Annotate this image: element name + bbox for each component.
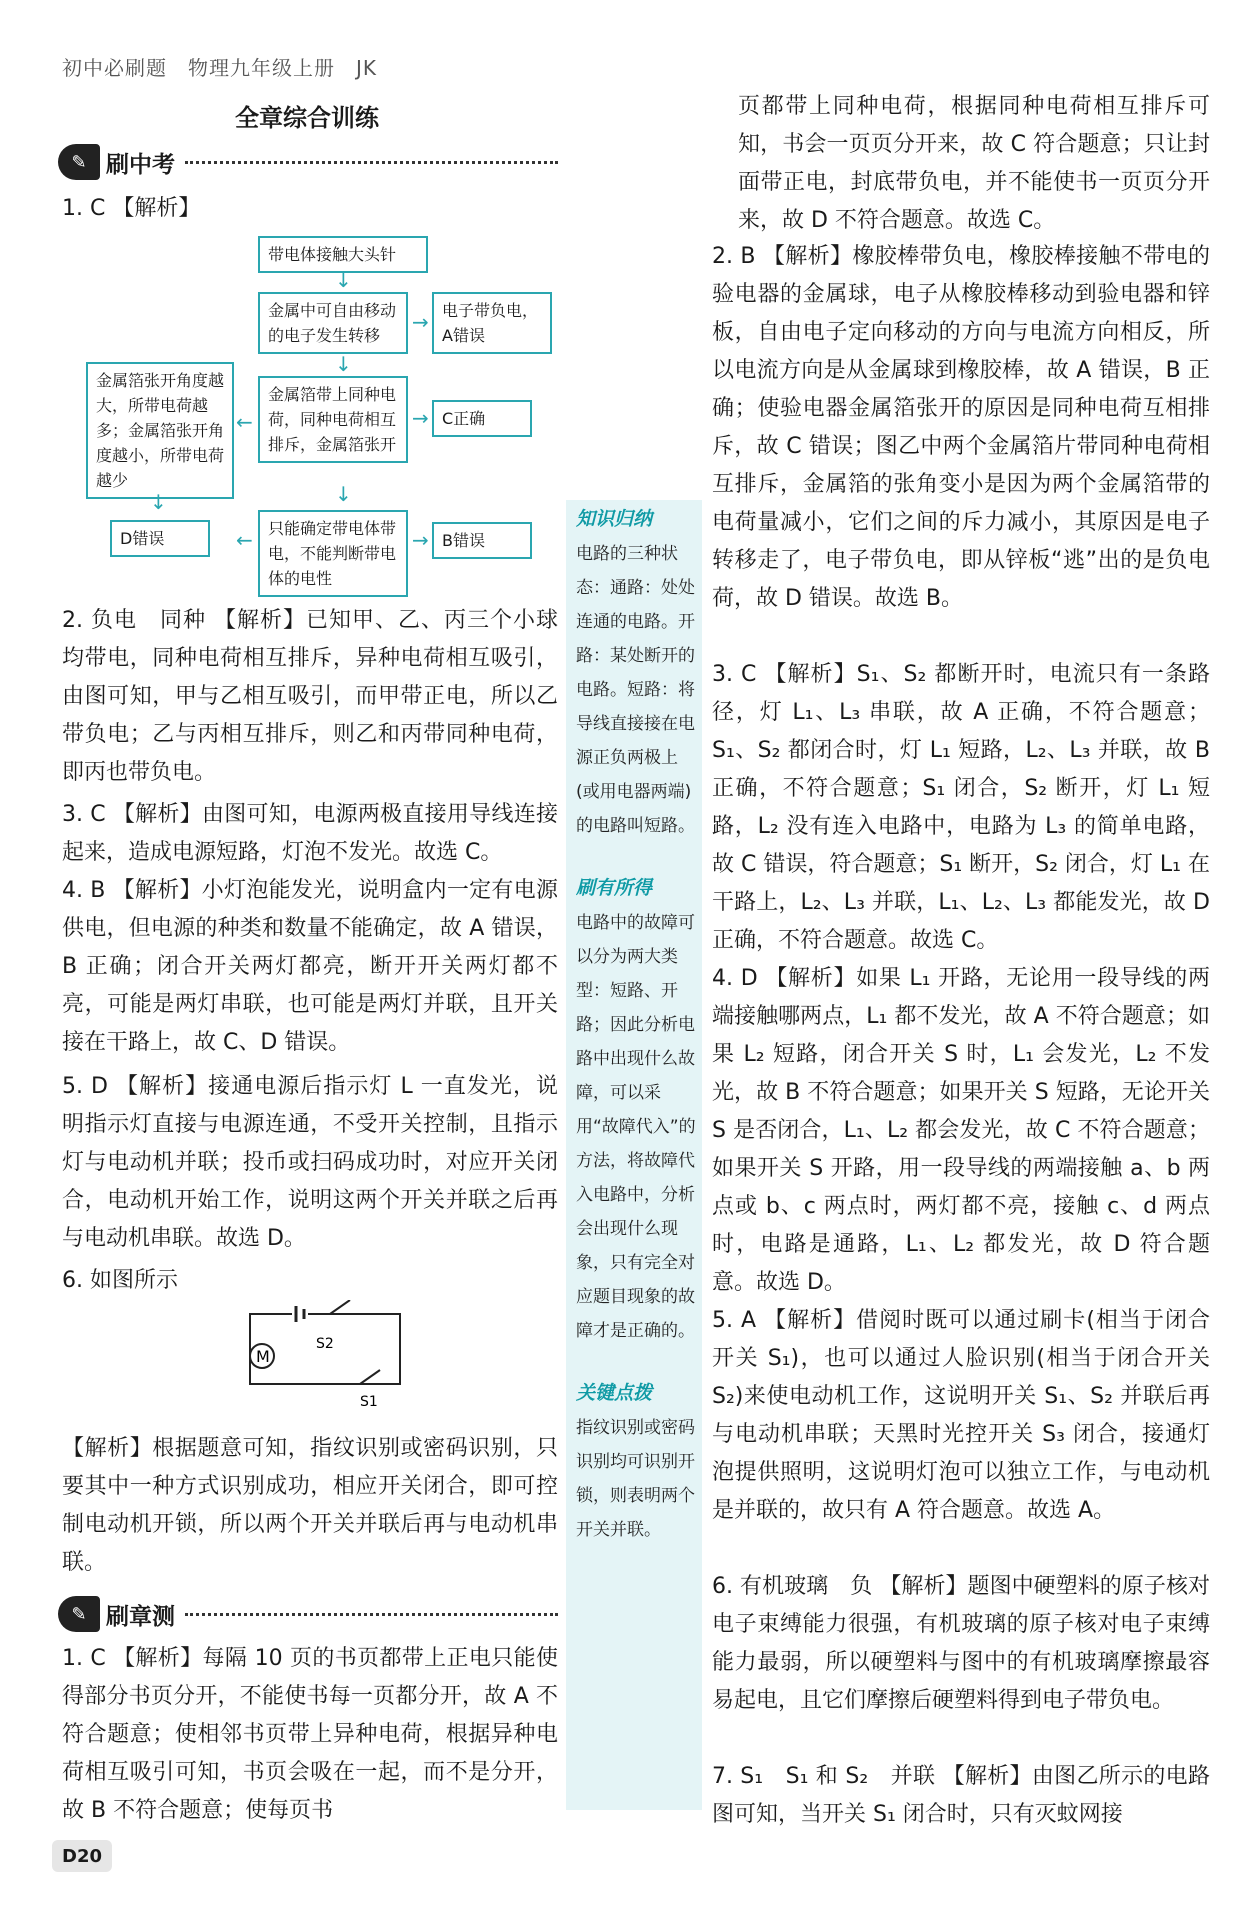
pen-icon: ✎ <box>58 144 100 180</box>
side-heading-3: 关键点拨 <box>576 1382 653 1404</box>
q2-right: 2. B 【解析】橡胶棒带负电，橡胶棒接触不带电的验电器的金属球，电子从橡胶棒移动到验电器和锌板，自由电子定向移动的方向与电流方向相反，所以电流方向是从金属球到橡胶棒，故 A 错误，B 正确；使验电器金属箔张开的原因是同种电荷互相排斥，故 C 错误；图乙中两个金属箔片带同种电荷相互排斥，金属箔的张角变小是因为两个金属箔带的电荷量减小，它们之间的斥力减小，其原因是电子转移走了，电子带负电，即从锌板“逃”出的是负电荷，故 D 错误。故选 B。 <box>712 244 1210 611</box>
side-text-1: 电路的三种状态：通路：处处连通的电路。开路：某处断开的电路。短路：将导线直接接在电源正负两极上(或用电器两端)的电路叫短路。 <box>576 544 695 836</box>
q6-left: 6. 如图所示 <box>62 1268 178 1293</box>
q7-right: 7. S₁ S₁ 和 S₂ 并联 【解析】由图乙所示的电路图可知，当开关 S₁ 闭合时，只有灭蚊网接 <box>712 1764 1210 1827</box>
page-number: D20 <box>52 1840 112 1872</box>
arrow-right-icon: → <box>412 406 429 430</box>
arrow-down-icon: ↓ <box>335 352 352 376</box>
side-text-2: 电路中的故障可以分为两大类型：短路、开路；因此分析电路中出现什么故障，可以采用“故障代入”的方法，将故障代入电路中，分析会出现什么现象，只有完全对应题目现象的故障才是正确的。 <box>576 913 696 1341</box>
q2-left: 2. 负电 同种 【解析】已知甲、乙、丙三个小球均带电，同种电荷相互排斥，异种电荷相互吸引，由图可知，甲与乙相互吸引，而甲带正电，所以乙带负电；乙与丙相互排斥，则乙和丙带同种电荷，即丙也带负电。 <box>62 608 558 785</box>
side-heading-2: 刷有所得 <box>576 877 653 899</box>
page-header: 初中必刷题 物理九年级上册 JK <box>62 56 378 80</box>
circuit-diagram <box>240 1300 410 1410</box>
arrow-down-icon: ↓ <box>335 482 352 506</box>
flow-box-7: D错误 <box>110 520 210 557</box>
q1-left: 1. C 【解析】 <box>62 196 201 221</box>
q6-explanation: 【解析】根据题意可知，指纹识别或密码识别，只要其中一种方式识别成功，相应开关闭合，即可控制电动机开锁，所以两个开关并联后再与电动机串联。 <box>62 1436 558 1575</box>
svg-text:M: M <box>256 1347 270 1366</box>
q5-right: 5. A 【解析】借阅时既可以通过刷卡(相当于闭合开关 S₁)，也可以通过人脸识别(相当于闭合开关 S₂)来使电动机工作，这说明开关 S₁、S₂ 并联后再与电动机串联；天黑时光控开关 S₃ 闭合，接通灯泡提供照明，这说明灯泡可以独立工作，与电动机是并联的，故只有 A 符合题意。故选 A。 <box>712 1308 1210 1523</box>
svg-text:S2: S2 <box>316 1336 334 1352</box>
flow-box-9: B错误 <box>432 522 532 559</box>
side-text-3: 指纹识别或密码识别均可识别开锁，则表明两个开关并联。 <box>576 1418 695 1540</box>
flow-box-4: 金属箔带上同种电荷，同种电荷相互排斥，金属箔张开 <box>258 376 408 463</box>
tag-zhangce: ✎ 刷章测 <box>58 1594 558 1634</box>
flow-box-1: 带电体接触大头针 <box>258 236 428 273</box>
pen-icon: ✎ <box>58 1596 100 1632</box>
r-p0: 页都带上同种电荷，根据同种电荷相互排斥可知，书会一页页分开来，故 C 符合题意；只让封面带正电，封底带负电，并不能使书一页页分开来，故 D 不符合题意。故选 C。 <box>738 94 1210 233</box>
arrow-down-icon: ↓ <box>150 490 167 514</box>
q3-left: 3. C 【解析】由图可知，电源两极直接用导线连接起来，造成电源短路，灯泡不发光。故选 C。 <box>62 802 558 865</box>
arrow-right-icon: → <box>412 528 429 552</box>
svg-text:S1: S1 <box>360 1394 378 1410</box>
arrow-right-icon: → <box>412 310 429 334</box>
flow-box-6: 金属箔张开角度越大，所带电荷越多；金属箔张开角度越小，所带电荷越少 <box>86 362 234 499</box>
q4-right: 4. D 【解析】如果 L₁ 开路，无论用一段导线的两端接触哪两点，L₁ 都不发光，故 A 不符合题意；如果 L₂ 短路，闭合开关 S 时，L₁ 会发光，L₂ 不发光，故 B 不符合题意；如果开关 S 短路，无论开关 S 是否闭合，L₁、L₂ 都会发光，故 C 不符合题意；如果开关 S 开路，用一段导线的两端接触 a、b 两点或 b、c 两点时，两灯都不亮，接触 c、d 两点时，电路是通路，L₁、L₂ 都发光，故 D 符合题意。故选 D。 <box>712 966 1210 1295</box>
arrow-left-icon: ← <box>236 528 253 552</box>
flow-box-3: 电子带负电，A错误 <box>432 292 552 354</box>
flow-box-2: 金属中可自由移动的电子发生转移 <box>258 292 408 354</box>
flow-box-5: C正确 <box>432 400 532 437</box>
q5-left: 5. D 【解析】接通电源后指示灯 L 一直发光，说明指示灯直接与电源连通，不受开关控制，且指示灯与电动机并联；投币或扫码成功时，对应开关闭合，电动机开始工作，说明这两个开关并联之后再与电动机串联。故选 D。 <box>62 1074 558 1251</box>
section-title: 全章综合训练 <box>235 104 379 132</box>
flow-box-8: 只能确定带电体带电，不能判断带电体的电性 <box>258 510 408 597</box>
side-notes <box>566 500 702 1810</box>
q3-right: 3. C 【解析】S₁、S₂ 都断开时，电流只有一条路径，灯 L₁、L₃ 串联，故 A 正确，不符合题意；S₁、S₂ 都闭合时，灯 L₁ 短路，L₂、L₃ 并联，故 B 正确，不符合题意；S₁ 闭合，S₂ 断开，灯 L₁ 短路，L₂ 没有连入电路中，电路为 L₃ 的简单电路，故 C 错误，符合题意；S₁ 断开，S₂ 闭合，灯 L₁ 在干路上，L₂、L₃ 并联，L₁、L₂、L₃ 都能发光，故 D 正确，不符合题意。故选 C。 <box>712 662 1210 953</box>
q6-right: 6. 有机玻璃 负 【解析】题图中硬塑料的原子核对电子束缚能力很强，有机玻璃的原子核对电子束缚能力最弱，所以硬塑料与图中的有机玻璃摩擦最容易起电，且它们摩擦后硬塑料得到电子带负电。 <box>712 1574 1210 1713</box>
q4-left: 4. B 【解析】小灯泡能发光，说明盒内一定有电源供电，但电源的种类和数量不能确定，故 A 错误，B 正确；闭合开关两灯都亮，断开开关两灯都不亮，可能是两灯串联，也可能是两灯并联，且开关接在干路上，故 C、D 错误。 <box>62 878 558 1055</box>
side-heading-1: 知识归纳 <box>576 508 653 530</box>
arrow-down-icon: ↓ <box>335 268 352 292</box>
arrow-left-icon: ← <box>236 410 253 434</box>
r1-left: 1. C 【解析】每隔 10 页的书页都带上正电只能使得部分书页分开，不能使书每一页都分开，故 A 不符合题意；使相邻书页带上异种电荷，根据异种电荷相互吸引可知，书页会吸在一起，而不是分开，故 B 不符合题意；使每页书 <box>62 1646 558 1823</box>
tag-zhongkao: ✎ 刷中考 <box>58 142 558 182</box>
